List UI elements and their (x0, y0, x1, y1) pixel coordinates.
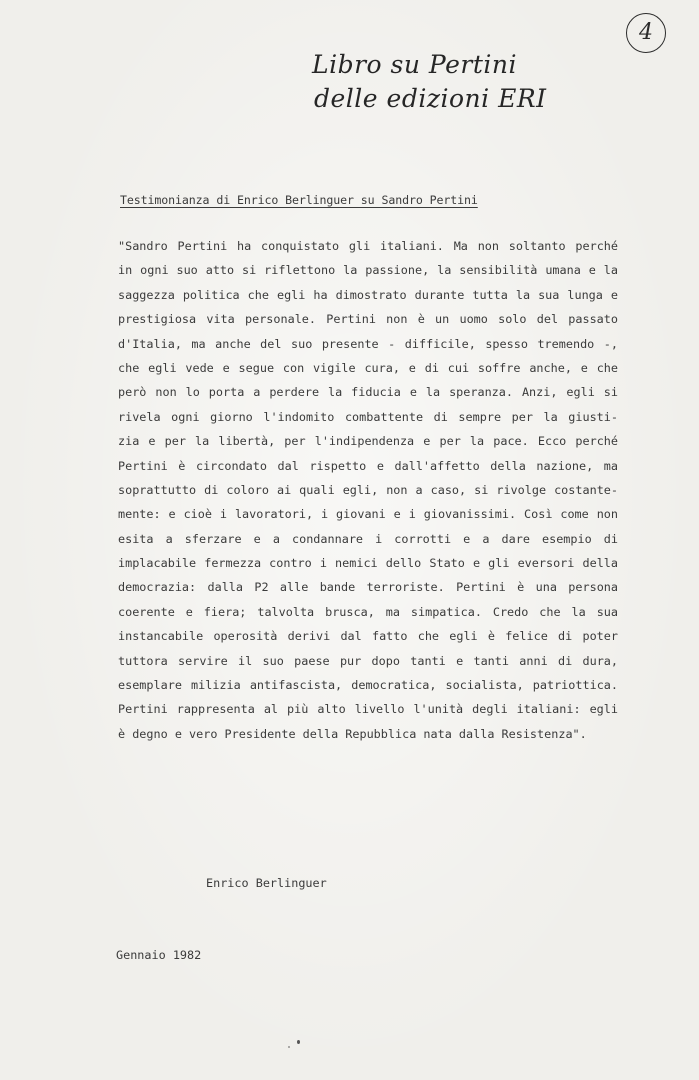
quote-line: prestigiosa vita personale. Pertini non è un uomo solo del passato (118, 312, 618, 327)
quote-line: saggezza politica che egli ha dimostrato durante tutta la sua lunga e (118, 287, 618, 302)
quote-line: zia e per la libertà, per l'indipendenza e per la pace. Ecco perché (118, 434, 618, 449)
quote-line: democrazia: dalla P2 alle bande terroriste. Pertini è una persona (118, 580, 618, 595)
quote-line: d'Italia, ma anche del suo presente - difficile, spesso tremendo -, (118, 336, 618, 351)
quote-line: instancabile operosità derivi dal fatto che egli è felice di poter (118, 629, 618, 644)
quote-line: "Sandro Pertini ha conquistato gli italiani. Ma non soltanto perché (118, 239, 618, 253)
quote-line: rivela ogni giorno l'indomito combattente di sempre per la giusti- (118, 409, 618, 424)
quote-body (118, 234, 618, 746)
quote-line: mente: e cioè i lavoratori, i giovani e i giovanissimi. Così come non (118, 507, 618, 522)
handwritten-note-line-1: Libro su Pertini (312, 50, 518, 79)
paper-speck (288, 1046, 290, 1048)
document-date: Gennaio 1982 (116, 948, 202, 962)
paper-speck (297, 1040, 300, 1044)
signature-name: Enrico Berlinguer (206, 876, 327, 890)
quote-line: esemplare milizia antifascista, democratica, socialista, patriottica. (118, 678, 618, 693)
quote-line: in ogni suo atto si riflettono la passione, la sensibilità umana e la (118, 263, 618, 278)
quote-line: Pertini rappresenta al più alto livello l'unità degli italiani: egli (118, 702, 618, 717)
quote-line: è degno e vero Presidente della Repubblica nata dalla Resistenza". (118, 726, 587, 741)
quote-line: implacabile fermezza contro i nemici dello Stato e gli eversori della (118, 556, 618, 571)
quote-line: Pertini è circondato dal rispetto e dall'affetto della nazione, ma (118, 458, 618, 473)
quote-line: esita a sferzare e a condannare i corrotti e a dare esempio di (118, 531, 618, 546)
document-heading: Testimonianza di Enrico Berlinguer su Sandro Pertini (120, 193, 478, 207)
quote-line: soprattutto di coloro ai quali egli, non a caso, si rivolge costante- (118, 482, 618, 497)
page-number-circled (626, 13, 666, 53)
quote-line: però non lo porta a perdere la fiducia e la speranza. Anzi, egli si (118, 385, 618, 400)
quote-line: coerente e fiera; talvolta brusca, ma simpatica. Credo che la sua (118, 604, 618, 619)
page-number-text: 4 (639, 20, 653, 45)
handwritten-note-line-2: delle edizioni ERI (314, 84, 547, 113)
quote-line: tuttora servire il suo paese pur dopo tanti e tanti anni di dura, (118, 653, 618, 668)
quote-line: che egli vede e segue con vigile cura, e di cui soffre anche, e che (118, 360, 618, 375)
